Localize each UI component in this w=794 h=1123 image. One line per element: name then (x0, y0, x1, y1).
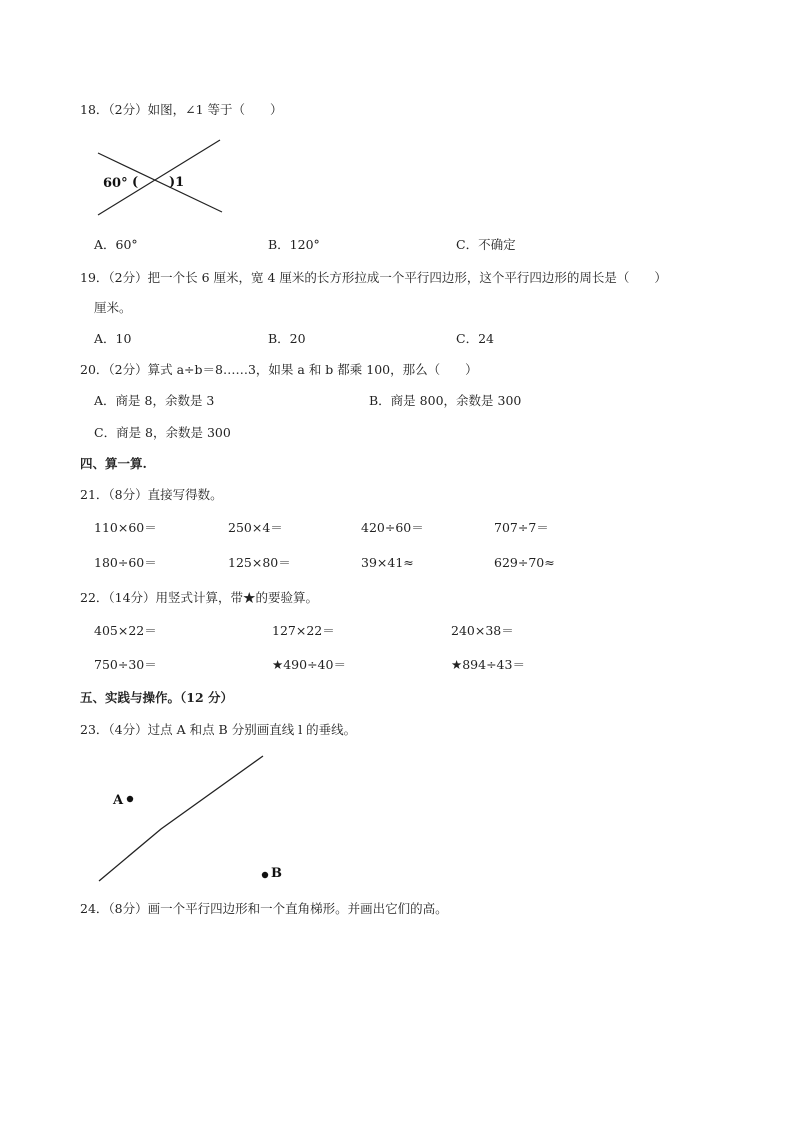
q23-line-figure (95, 750, 295, 890)
q21-item: 110×60＝ (94, 520, 157, 535)
q21-item: 39×41≈ (361, 555, 414, 570)
q22-item: 405×22＝ (94, 623, 157, 638)
q19-option-b[interactable]: B．20 (268, 331, 306, 346)
point-b-dot (262, 872, 268, 878)
line-l (99, 756, 263, 881)
q21-item: 180÷60＝ (94, 555, 157, 570)
q22-item: 750÷30＝ (94, 657, 157, 672)
q19-stem-line1: 19．（2分）把一个长 6 厘米，宽 4 厘米的长方形拉成一个平行四边形，这个平行四边形的周长是（ ） (80, 270, 667, 285)
point-a-label: A (113, 793, 124, 808)
q24-stem: 24．（8分）画一个平行四边形和一个直角梯形。并画出它们的高。 (80, 901, 448, 916)
q20-stem: 20．（2分）算式 a÷b＝8……3，如果 a 和 b 都乘 100，那么（ ） (80, 362, 478, 377)
q18-option-a[interactable]: A．60° (94, 237, 138, 252)
q20-option-a[interactable]: A．商是 8，余数是 3 (94, 393, 215, 408)
q20-option-b[interactable]: B．商是 800，余数是 300 (369, 393, 522, 408)
q20-option-c[interactable]: C．商是 8，余数是 300 (94, 425, 231, 440)
q22-item: 240×38＝ (451, 623, 514, 638)
section-4-title: 四、算一算. (80, 456, 147, 471)
section-5-title: 五、实践与操作。（12 分） (80, 690, 233, 705)
q21-item: 250×4＝ (228, 520, 283, 535)
q21-stem: 21．（8分）直接写得数。 (80, 487, 223, 502)
q22-item: ★894÷43＝ (451, 657, 525, 672)
q18-left-paren: ( (132, 175, 139, 190)
q21-item: 629÷70≈ (494, 555, 555, 570)
q18-angle-label: 60° (103, 176, 128, 191)
q22-item: 127×22＝ (272, 623, 335, 638)
point-b-label: B (271, 866, 282, 881)
q21-item: 125×80＝ (228, 555, 291, 570)
q21-item: 707÷7＝ (494, 520, 549, 535)
q18-option-b[interactable]: B．120° (268, 237, 320, 252)
q18-stem: 18．（2分）如图，∠1 等于（ ） (80, 102, 283, 117)
q18-angle-figure (95, 137, 230, 219)
q18-angle-one: )1 (169, 175, 185, 190)
q22-stem: 22．（14分）用竖式计算，带★的要验算。 (80, 590, 319, 605)
q19-option-c[interactable]: C．24 (456, 331, 494, 346)
q23-stem: 23．（4分）过点 A 和点 B 分别画直线 l 的垂线。 (80, 722, 357, 737)
q19-stem-line2: 厘米。 (94, 300, 132, 315)
point-a-dot (127, 796, 133, 802)
q19-option-a[interactable]: A．10 (94, 331, 132, 346)
q22-item: ★490÷40＝ (272, 657, 346, 672)
q21-item: 420÷60＝ (361, 520, 424, 535)
q18-option-c[interactable]: C．不确定 (456, 237, 516, 252)
